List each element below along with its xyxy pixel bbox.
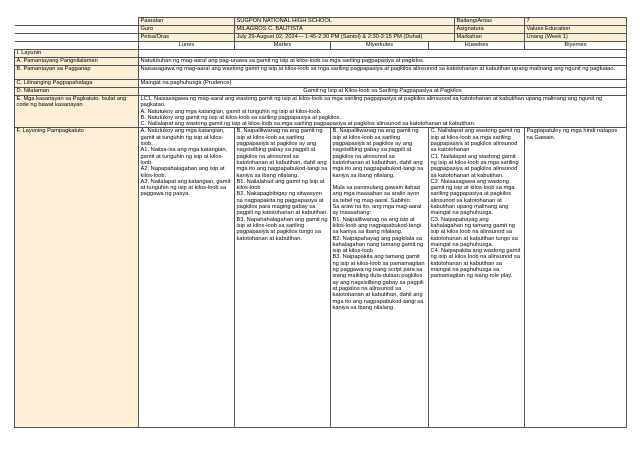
layunin-martes: B. Naipaliliwanag na ang gamit ng isip at kilos-loob sa sariling pagpapasiya at pagkilos ay ang nagsisilbing gabay sa pagpili at pagkilos na alinsunod sa katotohanan at kabutihan, dahil ang mga ito ang nagpapabukod-tangi sa kaniya sa ibang nilalang. B1. Nailalahad ang gamit ng isip at kilos-loob B2. Nakapagbibigay ng sitwasyon na nagpapakita ng pagpapasiya at pagkilos para maging gabay sa pagpili ng katotohanan at kabutihan. B3. Napahahalagahan ang gamit ng isip at kilos-loob sa sariling pagpapasiya at pagkilos tungo sa katotohanan at kabutihan. [235, 128, 331, 428]
day-huwebes: Huwebes [429, 42, 525, 50]
baitang-label: Baitang/Antas [455, 18, 525, 26]
section-layunin [15, 50, 627, 58]
days-blank [15, 42, 139, 50]
guro-value: MILAGROS C. BAUTISTA [235, 26, 455, 34]
section-kasanayan [15, 96, 627, 128]
day-lunes: Lunes [139, 42, 235, 50]
section-nilalaman [15, 88, 627, 96]
header-blank [15, 34, 139, 42]
asignatura-label: Asignatura [455, 26, 525, 34]
section-linangin [15, 80, 627, 88]
day-miyerkules: Miyerkules [331, 42, 429, 50]
header-row-petsa [15, 34, 627, 42]
layunin-lunes: A. Natutukoy ang mga katangian, gamit at tunguhin ng isip at kilos-loob. A1. Naiisa-isa ang mga katangian, gamit at tunguhin ng isip at kilos-loob. A2. Napapahalagahan ang isip at kilos-loob. A3. Nailalapat ang katangian, gamit at tunguhin ng isip at kilos-loob sa paggawa ng pasya. [139, 128, 235, 428]
pagganap-label: B. Pamantayan sa Pagganap [15, 66, 139, 80]
pamantayang-label: A. Pamantayang Pangnilalaman [15, 58, 139, 66]
header-blank [15, 26, 139, 34]
pagganap-text: Naisasagawa ng mag-aaral ang wastong gamit ng isip at kilos-loob sa mga sariling pagpapasiya at pagkilos alinsunod sa katotohanan at kabutihan upang malinang ang ngunit ng pagkatao. [139, 66, 627, 80]
header-row-guro [15, 26, 627, 34]
guro-label: Guro [139, 26, 235, 34]
kasanayan-label: E. Mga kasanayan sa Pagkatuto. Isulat ang code ng bawat kasanayan [15, 96, 139, 128]
nilalaman-label: D. Nilalaman [15, 88, 139, 96]
baitang-value: 7 [525, 18, 627, 26]
header-blank [15, 18, 139, 26]
layunin-miyerkules: B. Naipaliliwanag na ang gamit ng isip at kilos-loob sa sariling pagpapasiya at pagkilos ay ang nagsisilbing gabay sa pagpili at pagkilos na alinsunod sa katotohanan at kabutihan, dahil ang mga ito ang nagpapabukod-tangi sa kaniya sa ibang nilalang. Mula sa panimulang gawain ilahad ang mga inaasahan sa aralin ayon sa tebel ng mag-aaral. Sabihin: Sa araw na ito, ang mga mag-aaral ay inaasahang: B1. Naipaliliwanag na ang isip at kilos-loob ang nagpapabukod-tangi sa kaniya sa ibang nilalang. B2. Naipapahayag ang pagkilala sa kahalagahan nang tamang gamit ng isip at kilos-loob B3. Naipapakita ang tamang gamit ng isip at kilos-loob sa pamamagitan ng paggawa ng isang script para sa isang maikling dula-dulaan pagkilos ay ang nagsisilbing gabay sa pagpili at pagkilos na alinsunod sa katotohanan at kabutihan, dahil ang mga ito ang nagpapabukod-tangi sa kaniya sa ibang nilalang. [331, 128, 429, 428]
layunin-blank [139, 50, 627, 58]
paaralan-value: SUGPON NATIONAL HIGH SCHOOL [235, 18, 455, 26]
linangin-text: Maingat na paghuhusga (Prudence) [139, 80, 627, 88]
asignatura-value: Values Education [525, 26, 627, 34]
petsa-label: Petsa/Oras [139, 34, 235, 42]
days-row [15, 42, 627, 50]
layunin-label: I. Layunin [15, 50, 139, 58]
nilalaman-text: Gamit ng Isip at Kilos-loob sa Sariling Pagpapasiya at Pagkilos [139, 88, 627, 96]
section-pagganap [15, 66, 627, 80]
linangin-label: C. Lilinanging Pagpapahalaga [15, 80, 139, 88]
dll-table [14, 17, 627, 428]
petsa-value: July 29-August 02, 2024— 1:45-2:30 PM (Santol) & 2:30-3:15 PM (Duhat) [235, 34, 455, 42]
pampagkatuto-label: F. Layuning Pampagkatuto [15, 128, 139, 428]
kasanayan-text: LC1. Naisasagawa ng mag-aaral ang wastong gamit ng isip at kilos-loob sa mga sariling pagpapasiya at pagkilos alinsunod sa katotohanan at kabutihan upang malinang ang ngunit ng pagkatao. A. Natutukoy ang mga katangian, gamit at tunguhin ng isip at kilos-loob. B. Natutukoy ang gamit ng isip at kilos-loob sa sariling pagpapasiya at pagkilos. C. Nailalapat ang wastong gamit ng isip at kilos-loob sa mga sariling pagpapasiya at pagkilos alinsunod sa katotohanan at kabutihan. [139, 96, 627, 128]
day-biyernes: Biyernes [525, 42, 627, 50]
header-row-paaralan [15, 18, 627, 26]
day-martes: Martes [235, 42, 331, 50]
markahan-label: Markahan [455, 34, 525, 42]
markahan-value: Unang (Week 1) [525, 34, 627, 42]
layunin-biyernes: Pagpapatuloy ng mga hindi natapos na Gawain. [525, 128, 627, 428]
pamantayang-text: Natututuhan ng mag-aaral ang pag-unawa sa gamit ng isip at kilos-loob sa mga sariling pagpapasiya at pagkilos. [139, 58, 627, 66]
section-pamantayang [15, 58, 627, 66]
section-pampagkatuto [15, 128, 627, 428]
layunin-huwebes: C. Nailalapat ang wastong gamit ng isip at kilos-loob sa mga sariling pagpapasiya at pagkilos alinsunod sa katotohanan C1. Nailalapat ang wastong gamit ng isip at kilos-loob sa mga sariling pagpapasiya at pagkilos alinsunod sa katotohanan at kabutihan. C2. Naisasagawa ang wastong gamit ng isip at kilos-loob sa mga sariling pagpapasiya at pagkilos alinsunod sa katotohanan at kabutihan upang malinang ang maingat na paghuhusga. C3. Naipapahayag ang kahalagahan ng tamang gamit ng isip at kilos loob na alinsunod sa katotohanan at kabutihan tungo sa maingat na paghuhusga. C4. Naipapakita ang wastong gamit ng isip at kilos loob na alinsunod sa katotohanan at kabutihan sa maingat na paghuhusga sa pamamagitan ng isang role play. [429, 128, 525, 428]
paaralan-label: Paaralan [139, 18, 235, 26]
